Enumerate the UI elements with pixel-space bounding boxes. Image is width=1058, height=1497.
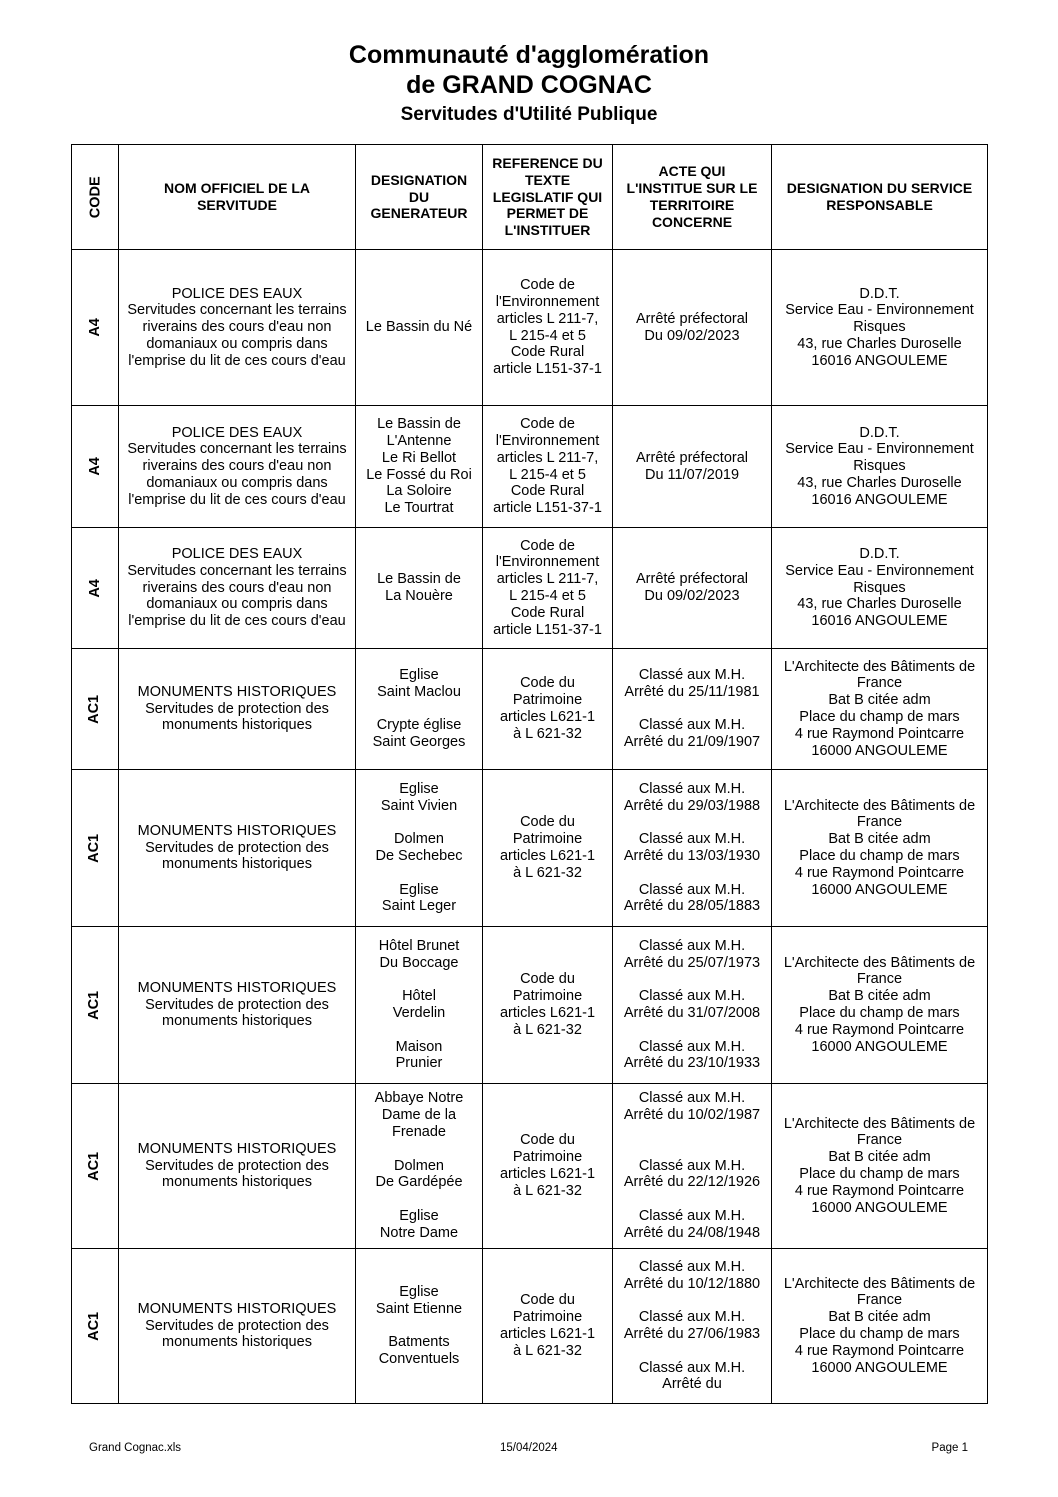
cell-line: article L151-37-1 bbox=[493, 621, 602, 638]
cell-line: L'Architecte des Bâtiments de bbox=[783, 1115, 976, 1132]
cell-line: Prunier bbox=[395, 1055, 443, 1072]
reference-cell bbox=[483, 250, 613, 406]
cell-line: articles L621-1 bbox=[499, 1005, 596, 1021]
cell-line: L 215-4 et 5 bbox=[509, 588, 586, 604]
cell-line: Saint Leger bbox=[381, 898, 457, 915]
servitudes-table bbox=[71, 144, 988, 1404]
cell-line: Servitudes de protection des bbox=[145, 700, 329, 717]
designation-cell bbox=[356, 250, 483, 406]
cell-line: 16000 ANGOULEME bbox=[811, 1038, 948, 1055]
cell-line: Saint Etienne bbox=[375, 1300, 463, 1317]
cell-line: France bbox=[856, 675, 903, 692]
cell-line: Arrêté du bbox=[662, 1376, 722, 1393]
cell-line: monuments historiques bbox=[162, 856, 312, 873]
cell-line: Servitudes concernant les terrains bbox=[127, 562, 347, 579]
cell-line: Servitudes concernant les terrains bbox=[127, 441, 347, 458]
cell-line: L'Architecte des Bâtiments de bbox=[783, 1275, 976, 1292]
cell-line: Code Rural bbox=[510, 604, 585, 621]
designation-cell bbox=[356, 927, 483, 1084]
cell-line bbox=[359, 1022, 479, 1039]
cell-line: 4 rue Raymond Pointcarre bbox=[794, 725, 965, 742]
designation-cell bbox=[356, 649, 483, 770]
cell-line: PERMET DE bbox=[506, 205, 589, 222]
cell-line: 43, rue Charles Duroselle bbox=[797, 596, 962, 613]
code-value: AC1 bbox=[86, 833, 103, 863]
cell-line: Crypte église bbox=[376, 717, 462, 734]
cell-line: Arrêté du 29/03/1988 bbox=[623, 797, 761, 814]
code-cell bbox=[72, 406, 119, 528]
acte-cell bbox=[613, 1084, 772, 1249]
footer-date: 15/04/2024 bbox=[500, 1442, 558, 1454]
service-cell bbox=[772, 406, 988, 528]
cell-line: article L151-37-1 bbox=[493, 500, 602, 517]
cell-line: Arrêté du 10/12/1880 bbox=[623, 1275, 761, 1292]
cell-line: Servitudes de protection des bbox=[145, 1157, 329, 1174]
cell-line: L'Architecte des Bâtiments de bbox=[783, 658, 976, 675]
cell-line: Arrêté préfectoral bbox=[635, 310, 749, 327]
acte-cell bbox=[613, 250, 772, 406]
cell-line: monuments historiques bbox=[162, 1013, 312, 1030]
acte-cell bbox=[613, 528, 772, 649]
cell-line bbox=[616, 814, 768, 831]
cell-line: articles L621-1 bbox=[499, 848, 596, 864]
code-cell bbox=[72, 250, 119, 406]
title-line-2: de GRAND COGNAC bbox=[406, 71, 652, 99]
cell-line: Classé aux M.H. bbox=[638, 1157, 746, 1174]
cell-line: Frenade bbox=[391, 1124, 446, 1140]
reference-cell bbox=[483, 1249, 613, 1404]
code-value: A4 bbox=[86, 318, 103, 337]
cell-line: riverains des cours d'eau non bbox=[142, 458, 332, 475]
cell-line bbox=[359, 865, 479, 882]
cell-line bbox=[616, 1292, 768, 1309]
cell-line: Bat B citée adm bbox=[828, 988, 931, 1005]
cell-line: De Sechebec bbox=[375, 848, 463, 864]
table-row bbox=[72, 528, 988, 649]
cell-line: Classé aux M.H. bbox=[638, 831, 746, 848]
cell-line: l'Environnement bbox=[495, 554, 600, 571]
cell-line: 16000 ANGOULEME bbox=[811, 881, 948, 898]
cell-line: Patrimoine bbox=[512, 1309, 583, 1326]
cell-line: Risques bbox=[853, 319, 906, 336]
cell-line: articles L 211-7, bbox=[496, 449, 599, 466]
service-cell bbox=[772, 649, 988, 770]
cell-line: TERRITOIRE bbox=[649, 197, 735, 213]
header-nom bbox=[119, 145, 356, 250]
cell-line: Code du bbox=[520, 971, 575, 988]
subtitle: Servitudes d'Utilité Publique bbox=[400, 104, 658, 125]
cell-line: Hôtel Brunet bbox=[378, 937, 460, 954]
cell-line: 16000 ANGOULEME bbox=[811, 742, 948, 759]
cell-line: Classé aux M.H. bbox=[638, 1309, 746, 1326]
header-designation bbox=[356, 145, 483, 250]
cell-line: Dolmen bbox=[394, 831, 444, 848]
cell-line: DESIGNATION bbox=[370, 171, 468, 188]
header-acte bbox=[613, 145, 772, 250]
cell-line: GENERATEUR bbox=[370, 205, 468, 222]
cell-line: Arrêté préfectoral bbox=[635, 449, 749, 466]
cell-line: Le Bassin du Né bbox=[365, 319, 473, 336]
cell-line: Bat B citée adm bbox=[828, 1309, 931, 1326]
reference-cell bbox=[483, 927, 613, 1084]
code-value: AC1 bbox=[86, 1151, 103, 1181]
cell-line: MONUMENTS HISTORIQUES bbox=[137, 979, 337, 996]
cell-line bbox=[616, 1022, 768, 1039]
cell-line: Patrimoine bbox=[512, 1149, 583, 1166]
cell-line: Le Ri Bellot bbox=[381, 449, 457, 466]
cell-line: L'Antenne bbox=[386, 432, 452, 449]
cell-line: Classé aux M.H. bbox=[638, 988, 746, 1005]
designation-cell bbox=[356, 770, 483, 927]
cell-line: Code du bbox=[520, 1292, 575, 1309]
footer-file: Grand Cognac.xls bbox=[89, 1442, 182, 1454]
cell-line: 43, rue Charles Duroselle bbox=[797, 474, 962, 491]
cell-line: France bbox=[856, 971, 903, 988]
cell-line: L'Architecte des Bâtiments de bbox=[783, 797, 976, 814]
cell-line: Arrêté préfectoral bbox=[635, 571, 749, 588]
cell-line: Dame de la bbox=[381, 1107, 457, 1124]
cell-line bbox=[616, 1191, 768, 1208]
cell-line: L 215-4 et 5 bbox=[509, 327, 586, 344]
reference-cell bbox=[483, 649, 613, 770]
cell-line: Eglise bbox=[399, 1284, 439, 1300]
cell-line: Saint Georges bbox=[372, 734, 466, 751]
code-cell bbox=[72, 1249, 119, 1404]
cell-line: domaniaux ou compris dans bbox=[146, 474, 328, 491]
code-value: AC1 bbox=[86, 1311, 103, 1341]
cell-line: RESPONSABLE bbox=[826, 197, 933, 213]
acte-cell bbox=[613, 406, 772, 528]
cell-line: Du 11/07/2019 bbox=[644, 466, 740, 483]
table-body bbox=[72, 250, 988, 1404]
cell-line: Arrêté du 25/07/1973 bbox=[623, 954, 761, 971]
cell-line: articles L 211-7, bbox=[496, 310, 599, 327]
acte-cell bbox=[613, 649, 772, 770]
cell-line: 4 rue Raymond Pointcarre bbox=[794, 864, 965, 881]
nom-cell bbox=[119, 1249, 356, 1404]
cell-line: riverains des cours d'eau non bbox=[142, 319, 332, 336]
cell-line: Saint Maclou bbox=[377, 683, 461, 700]
cell-line: riverains des cours d'eau non bbox=[142, 579, 332, 596]
cell-line: La Soloire bbox=[386, 483, 452, 500]
cell-line: MONUMENTS HISTORIQUES bbox=[137, 1140, 337, 1157]
cell-line: Classé aux M.H. bbox=[638, 1258, 746, 1275]
nom-cell bbox=[119, 406, 356, 528]
cell-line: Hôtel bbox=[402, 988, 436, 1005]
cell-line: D.D.T. bbox=[859, 546, 900, 562]
cell-line: Le Fossé du Roi bbox=[366, 466, 472, 483]
cell-line: De Gardépée bbox=[375, 1174, 463, 1191]
cell-line: articles L621-1 bbox=[499, 709, 596, 725]
cell-line: domaniaux ou compris dans bbox=[146, 596, 328, 613]
cell-line: Arrêté du 28/05/1883 bbox=[623, 898, 761, 915]
table-row bbox=[72, 770, 988, 927]
cell-line: à L 621-32 bbox=[513, 1342, 582, 1359]
reference-cell bbox=[483, 406, 613, 528]
cell-line: l'emprise du lit de ces cours d'eau bbox=[128, 613, 346, 630]
designation-cell bbox=[356, 406, 483, 528]
header-reference bbox=[483, 145, 613, 250]
cell-line: D.D.T. bbox=[859, 424, 900, 441]
service-cell bbox=[772, 250, 988, 406]
reference-cell bbox=[483, 528, 613, 649]
cell-line: Eglise bbox=[399, 780, 439, 797]
cell-line bbox=[616, 1343, 768, 1360]
cell-line: MONUMENTS HISTORIQUES bbox=[137, 683, 337, 700]
cell-line: Bat B citée adm bbox=[828, 1149, 931, 1166]
cell-line bbox=[359, 814, 479, 831]
cell-line: Arrêté du 27/06/1983 bbox=[623, 1326, 761, 1342]
cell-line: Code du bbox=[520, 814, 575, 831]
code-cell bbox=[72, 528, 119, 649]
cell-line: MONUMENTS HISTORIQUES bbox=[137, 1300, 337, 1317]
designation-cell bbox=[356, 1249, 483, 1404]
cell-line: Place du champ de mars bbox=[799, 1326, 960, 1342]
cell-line: article L151-37-1 bbox=[493, 361, 602, 378]
cell-line: CONCERNE bbox=[651, 213, 733, 230]
cell-line: à L 621-32 bbox=[513, 1021, 582, 1038]
cell-line: Batments bbox=[388, 1334, 450, 1351]
cell-line bbox=[616, 1141, 768, 1158]
cell-line: Place du champ de mars bbox=[799, 848, 960, 864]
cell-line: Eglise bbox=[399, 667, 439, 683]
cell-line: L'Architecte des Bâtiments de bbox=[783, 954, 976, 971]
cell-line: 16016 ANGOULEME bbox=[811, 352, 948, 369]
code-value: A4 bbox=[86, 578, 103, 598]
cell-line: Service Eau - Environnement bbox=[785, 562, 974, 579]
table-row bbox=[72, 927, 988, 1084]
cell-line: Arrêté du 31/07/2008 bbox=[623, 1005, 761, 1021]
cell-line: POLICE DES EAUX bbox=[171, 546, 303, 562]
cell-line bbox=[359, 1191, 479, 1208]
code-value: A4 bbox=[86, 457, 103, 476]
service-cell bbox=[772, 528, 988, 649]
designation-cell bbox=[356, 528, 483, 649]
cell-line: monuments historiques bbox=[162, 717, 312, 734]
cell-line: 43, rue Charles Duroselle bbox=[797, 335, 962, 352]
cell-line: Service Eau - Environnement bbox=[785, 441, 974, 458]
cell-line: Place du champ de mars bbox=[799, 1166, 960, 1182]
cell-line: Code du bbox=[520, 1132, 575, 1149]
cell-line: l'Environnement bbox=[495, 432, 600, 449]
cell-line: Code de bbox=[520, 277, 575, 294]
cell-line: Classé aux M.H. bbox=[638, 1090, 746, 1107]
designation-cell bbox=[356, 1084, 483, 1249]
cell-line: Arrêté du 23/10/1933 bbox=[623, 1055, 761, 1072]
cell-line: Code du bbox=[520, 675, 575, 692]
cell-line: Classé aux M.H. bbox=[638, 1359, 746, 1376]
cell-line: L'INSTITUE SUR LE bbox=[626, 180, 758, 197]
cell-line: Notre Dame bbox=[379, 1224, 459, 1241]
cell-line: Arrêté du 22/12/1926 bbox=[623, 1174, 761, 1191]
acte-cell bbox=[613, 770, 772, 927]
cell-line: domaniaux ou compris dans bbox=[146, 335, 328, 352]
cell-line: Du 09/02/2023 bbox=[644, 588, 740, 604]
cell-line: articles L621-1 bbox=[499, 1326, 596, 1342]
nom-cell bbox=[119, 770, 356, 927]
table-row bbox=[72, 250, 988, 406]
header-row bbox=[72, 145, 988, 250]
reference-cell bbox=[483, 770, 613, 927]
cell-line: Place du champ de mars bbox=[799, 709, 960, 725]
cell-line: 4 rue Raymond Pointcarre bbox=[794, 1342, 965, 1359]
code-cell bbox=[72, 927, 119, 1084]
table-row bbox=[72, 1084, 988, 1249]
nom-cell bbox=[119, 528, 356, 649]
cell-line: monuments historiques bbox=[162, 1334, 312, 1351]
cell-line: Place du champ de mars bbox=[799, 1005, 960, 1021]
reference-cell bbox=[483, 1084, 613, 1249]
title-line-1: Communauté d'agglomération bbox=[348, 41, 710, 69]
cell-line bbox=[359, 701, 479, 718]
cell-line: Du Boccage bbox=[379, 954, 459, 971]
cell-line: Dolmen bbox=[394, 1157, 444, 1174]
cell-line: Code de bbox=[520, 416, 575, 433]
service-cell bbox=[772, 770, 988, 927]
cell-line bbox=[359, 1141, 479, 1158]
cell-line: à L 621-32 bbox=[513, 864, 582, 881]
cell-line: La Nouère bbox=[385, 588, 453, 604]
cell-line: l'emprise du lit de ces cours d'eau bbox=[128, 491, 346, 508]
cell-line: DU bbox=[408, 188, 430, 205]
code-value: AC1 bbox=[86, 990, 103, 1020]
table-row bbox=[72, 649, 988, 770]
code-value: AC1 bbox=[86, 694, 103, 724]
cell-line: NOM OFFICIEL DE LA bbox=[164, 180, 310, 197]
cell-line: Service Eau - Environnement bbox=[785, 302, 974, 319]
cell-line: Arrêté du 10/02/1987 bbox=[623, 1107, 761, 1124]
cell-line: Patrimoine bbox=[512, 692, 583, 709]
service-cell bbox=[772, 927, 988, 1084]
cell-line: à L 621-32 bbox=[513, 1182, 582, 1199]
cell-line: Servitudes concernant les terrains bbox=[127, 302, 347, 319]
cell-line: Bat B citée adm bbox=[828, 831, 931, 848]
header-code: CODE bbox=[72, 145, 119, 250]
cell-line: Conventuels bbox=[378, 1351, 460, 1368]
nom-cell bbox=[119, 1084, 356, 1249]
cell-line: Bat B citée adm bbox=[828, 692, 931, 709]
cell-line bbox=[616, 701, 768, 718]
service-cell bbox=[772, 1084, 988, 1249]
cell-line: TEXTE bbox=[524, 171, 571, 188]
cell-line: Le Bassin de bbox=[377, 571, 461, 588]
cell-line bbox=[359, 971, 479, 988]
cell-line: Classé aux M.H. bbox=[638, 1207, 746, 1224]
cell-line: Arrêté du 25/11/1981 bbox=[624, 683, 760, 700]
cell-line: L'INSTITUER bbox=[504, 222, 591, 239]
cell-line: Servitudes de protection des bbox=[145, 996, 329, 1013]
cell-line: Patrimoine bbox=[512, 988, 583, 1005]
cell-line: Arrêté du 13/03/1930 bbox=[623, 848, 761, 864]
cell-line: 4 rue Raymond Pointcarre bbox=[794, 1021, 965, 1038]
cell-line bbox=[616, 1124, 768, 1141]
cell-line: Code Rural bbox=[510, 483, 585, 500]
cell-line: Risques bbox=[853, 579, 906, 596]
cell-line: Classé aux M.H. bbox=[638, 881, 746, 898]
cell-line: Classé aux M.H. bbox=[638, 937, 746, 954]
cell-line: LEGISLATIF QUI bbox=[492, 188, 603, 205]
cell-line: Le Bassin de bbox=[377, 416, 461, 433]
table-row bbox=[72, 406, 988, 528]
cell-line: Arrêté du 24/08/1948 bbox=[623, 1224, 761, 1241]
acte-cell bbox=[613, 927, 772, 1084]
cell-line: MONUMENTS HISTORIQUES bbox=[137, 822, 337, 839]
code-cell bbox=[72, 649, 119, 770]
cell-line bbox=[616, 971, 768, 988]
cell-line: Verdelin bbox=[392, 1005, 446, 1021]
nom-cell bbox=[119, 649, 356, 770]
cell-line: Du 09/02/2023 bbox=[644, 327, 740, 344]
cell-line: Code Rural bbox=[510, 344, 585, 361]
cell-line: France bbox=[856, 1292, 903, 1309]
cell-line: SERVITUDE bbox=[197, 197, 277, 213]
cell-line: Saint Vivien bbox=[380, 797, 458, 814]
cell-line: 16016 ANGOULEME bbox=[811, 613, 948, 630]
cell-line: D.D.T. bbox=[859, 285, 900, 302]
code-cell bbox=[72, 1084, 119, 1249]
cell-line: articles L 211-7, bbox=[496, 571, 599, 588]
cell-line: DESIGNATION DU SERVICE bbox=[786, 180, 973, 197]
nom-cell bbox=[119, 927, 356, 1084]
cell-line: Arrêté du 21/09/1907 bbox=[623, 734, 761, 751]
cell-line: Servitudes de protection des bbox=[145, 1317, 329, 1334]
acte-cell bbox=[613, 1249, 772, 1404]
cell-line: Risques bbox=[853, 458, 906, 475]
cell-line: à L 621-32 bbox=[513, 725, 582, 742]
cell-line: Classé aux M.H. bbox=[638, 780, 746, 797]
cell-line: France bbox=[856, 1132, 903, 1149]
cell-line bbox=[616, 865, 768, 882]
cell-line: 16016 ANGOULEME bbox=[811, 491, 948, 508]
cell-line: REFERENCE DU bbox=[492, 155, 603, 171]
cell-line: articles L621-1 bbox=[499, 1166, 596, 1182]
cell-line: Eglise bbox=[399, 1207, 439, 1224]
cell-line: L 215-4 et 5 bbox=[509, 466, 586, 483]
nom-cell bbox=[119, 250, 356, 406]
table-row bbox=[72, 1249, 988, 1404]
cell-line: POLICE DES EAUX bbox=[171, 285, 303, 302]
cell-line: Eglise bbox=[399, 881, 439, 898]
cell-line: Abbaye Notre bbox=[374, 1090, 464, 1107]
cell-line: ACTE QUI bbox=[658, 163, 726, 180]
footer-page: Page 1 bbox=[931, 1442, 968, 1454]
cell-line: Maison bbox=[395, 1038, 443, 1055]
cell-line: l'Environnement bbox=[495, 293, 600, 310]
header-service bbox=[772, 145, 988, 250]
cell-line: 4 rue Raymond Pointcarre bbox=[794, 1182, 965, 1199]
cell-line: France bbox=[856, 814, 903, 831]
cell-line: Patrimoine bbox=[512, 831, 583, 848]
cell-line: POLICE DES EAUX bbox=[171, 424, 303, 441]
cell-line: 16000 ANGOULEME bbox=[811, 1359, 948, 1376]
cell-line: Le Tourtrat bbox=[384, 500, 454, 517]
service-cell bbox=[772, 1249, 988, 1404]
code-cell bbox=[72, 770, 119, 927]
cell-line: 16000 ANGOULEME bbox=[811, 1199, 948, 1216]
cell-line: Classé aux M.H. bbox=[638, 1038, 746, 1055]
cell-line: monuments historiques bbox=[162, 1174, 312, 1191]
cell-line: Classé aux M.H. bbox=[638, 667, 746, 683]
cell-line: Classé aux M.H. bbox=[638, 717, 746, 734]
cell-line: Servitudes de protection des bbox=[145, 839, 329, 856]
document-title-block bbox=[0, 40, 1058, 128]
cell-line bbox=[359, 1318, 479, 1335]
cell-line: Code de bbox=[520, 537, 575, 554]
cell-line: l'emprise du lit de ces cours d'eau bbox=[128, 352, 346, 369]
